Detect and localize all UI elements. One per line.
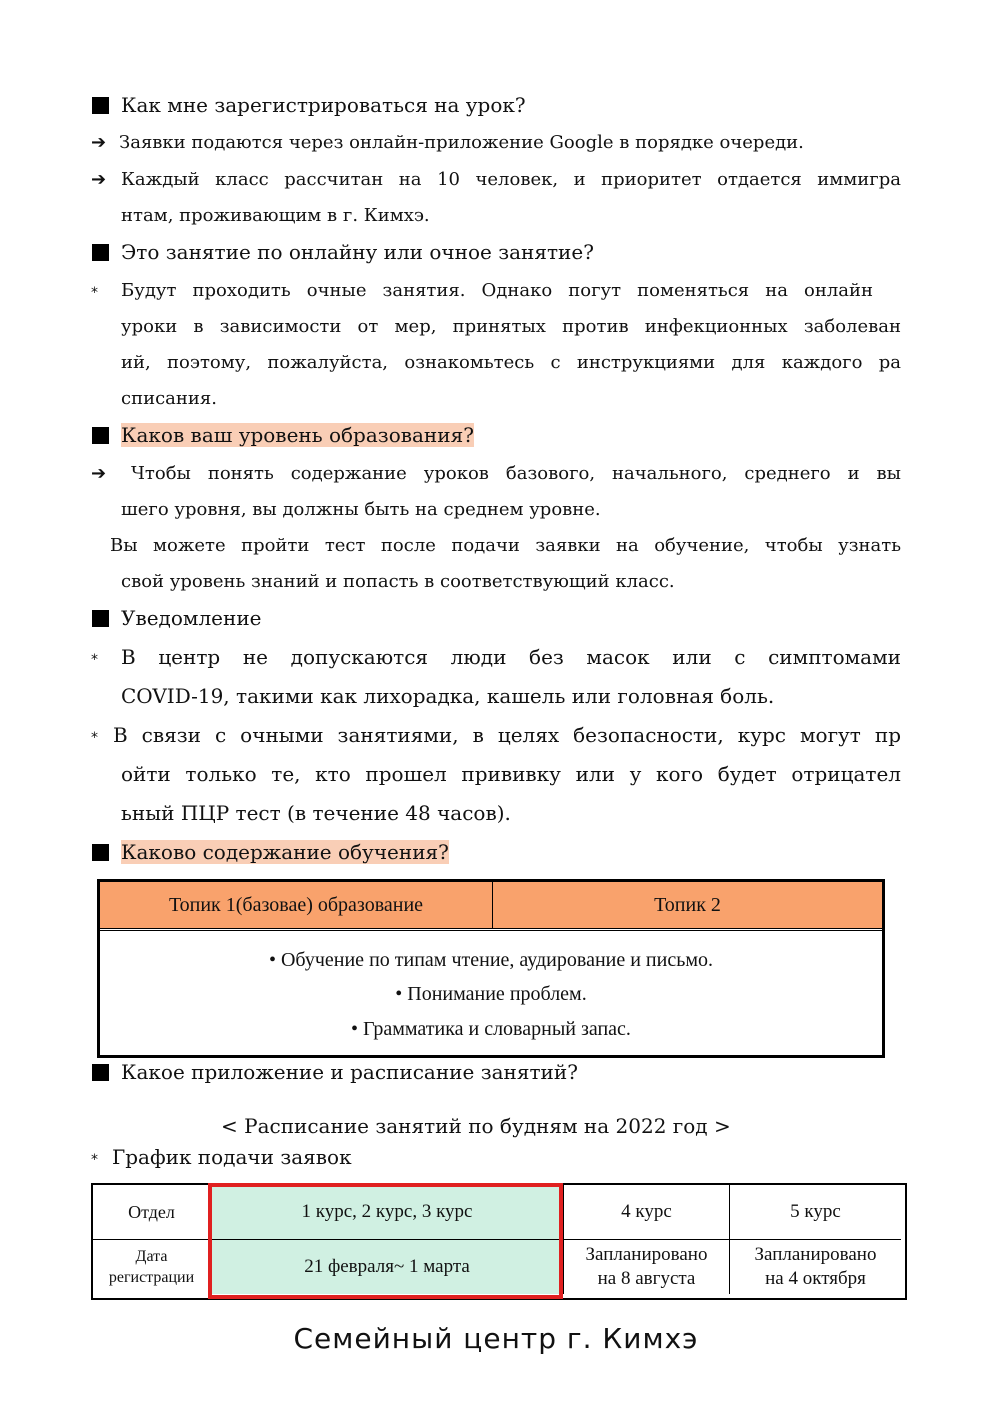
cell-dept-label: Отдел	[128, 1201, 175, 1222]
cell-date-1-3: 21 февраля~ 1 марта	[304, 1256, 470, 1277]
square-bullet-icon	[92, 244, 109, 261]
heading-schedule: Какое приложение и расписание занятий?	[121, 1060, 578, 1084]
level-line-d: свой уровень знаний и попасть в соответствующий класс.	[121, 571, 675, 592]
notice-line-d: ойти только те, кто прошел прививку или у кого будет отрицател	[121, 762, 901, 786]
cell-course-5: 5 курс	[790, 1201, 841, 1222]
heading-register: Как мне зарегистрироваться на урок?	[121, 93, 526, 117]
notice-line-e: ьный ПЦР тест (в течение 48 часов).	[121, 801, 511, 825]
red-highlight-box	[208, 1183, 563, 1299]
heading-level: Каков ваш уровень образования?	[121, 423, 474, 447]
register-line-1: Заявки подаются через онлайн-приложение Google в порядке очереди.	[119, 132, 804, 153]
square-bullet-icon	[92, 610, 109, 627]
content-bullet-3: • Грамматика и словарный запас.	[351, 1018, 631, 1040]
level-line-c: Вы можете пройти тест после подачи заявки на обучение, чтобы узнать	[110, 535, 901, 556]
arrow-icon: ➔	[91, 132, 107, 153]
star-icon: *	[91, 1152, 98, 1168]
cell-course-4: 4 курс	[621, 1201, 672, 1222]
format-line-a: Будут проходить очные занятия. Однако погут поменяться на онлайн	[121, 280, 873, 301]
date-4-line-1: Запланировано	[585, 1244, 708, 1265]
footer-center-name: Семейный центр г. Кимхэ	[293, 1322, 699, 1355]
label-line-1: Дата	[135, 1248, 168, 1265]
content-table-header	[100, 882, 882, 929]
level-line-b: шего уровня, вы должны быть на среднем уровне.	[121, 499, 601, 520]
cell-courses-1-3: 1 курс, 2 курс, 3 курс	[301, 1201, 473, 1222]
content-bullet-1: • Обучение по типам чтение, аудирование и письмо.	[268, 949, 713, 971]
level-line-a: Чтобы понять содержание уроков базового, начального, среднего и вы	[131, 463, 901, 484]
notice-line-c: В связи с очными занятиями, в целях безопасности, курс могут пр	[113, 723, 901, 747]
date-5-line-2: на 4 октября	[765, 1268, 866, 1289]
content-table	[97, 879, 885, 1058]
format-line-c: ий, поэтому, пожалуйста, ознакомьтесь с инструкциями для каждого ра	[121, 352, 901, 373]
heading-format: Это занятие по онлайну или очное занятие?	[121, 240, 594, 264]
label-line-2: регистрации	[108, 1269, 195, 1286]
date-4-line-2: на 8 августа	[597, 1268, 696, 1289]
cell-date-4	[564, 1240, 729, 1294]
star-icon: *	[91, 285, 98, 301]
square-bullet-icon	[92, 97, 109, 114]
cell-registration-date-label	[93, 1240, 210, 1294]
square-bullet-icon	[92, 427, 109, 444]
register-line-2b: нтам, проживающим в г. Кимхэ.	[121, 205, 430, 226]
format-line-d: списания.	[121, 388, 217, 409]
square-bullet-icon	[92, 1064, 109, 1081]
register-line-2a: Каждый класс рассчитан на 10 человек, и приоритет отдается иммигра	[121, 169, 901, 190]
content-bullet-2: • Понимание проблем.	[395, 983, 587, 1005]
content-table-col-1	[100, 882, 493, 928]
schedule-subtitle: График подачи заявок	[112, 1145, 352, 1169]
notice-line-a: В центр не допускаются люди без масок или с симптомами	[121, 645, 901, 669]
star-icon: *	[91, 730, 98, 746]
arrow-icon: ➔	[91, 169, 107, 190]
notice-line-b: COVID-19, такими как лихорадка, кашель или головная боль.	[121, 684, 775, 708]
content-col-1-label: Топик 1(базовае) образование	[168, 894, 424, 916]
format-line-b: уроки в зависимости от мер, принятых против инфекционных заболеван	[121, 316, 901, 337]
header-double-line	[100, 930, 882, 931]
content-table-col-2	[493, 882, 882, 928]
cell-date-5	[730, 1240, 901, 1294]
heading-notice: Уведомление	[121, 606, 262, 630]
schedule-title: < Расписание занятий по будням на 2022 год >	[221, 1114, 731, 1138]
star-icon: *	[91, 652, 98, 668]
square-bullet-icon	[92, 844, 109, 861]
date-5-line-1: Запланировано	[754, 1244, 877, 1265]
arrow-icon: ➔	[91, 463, 107, 484]
heading-content: Каково содержание обучения?	[121, 840, 449, 864]
content-col-2-label: Топик 2	[654, 894, 721, 916]
